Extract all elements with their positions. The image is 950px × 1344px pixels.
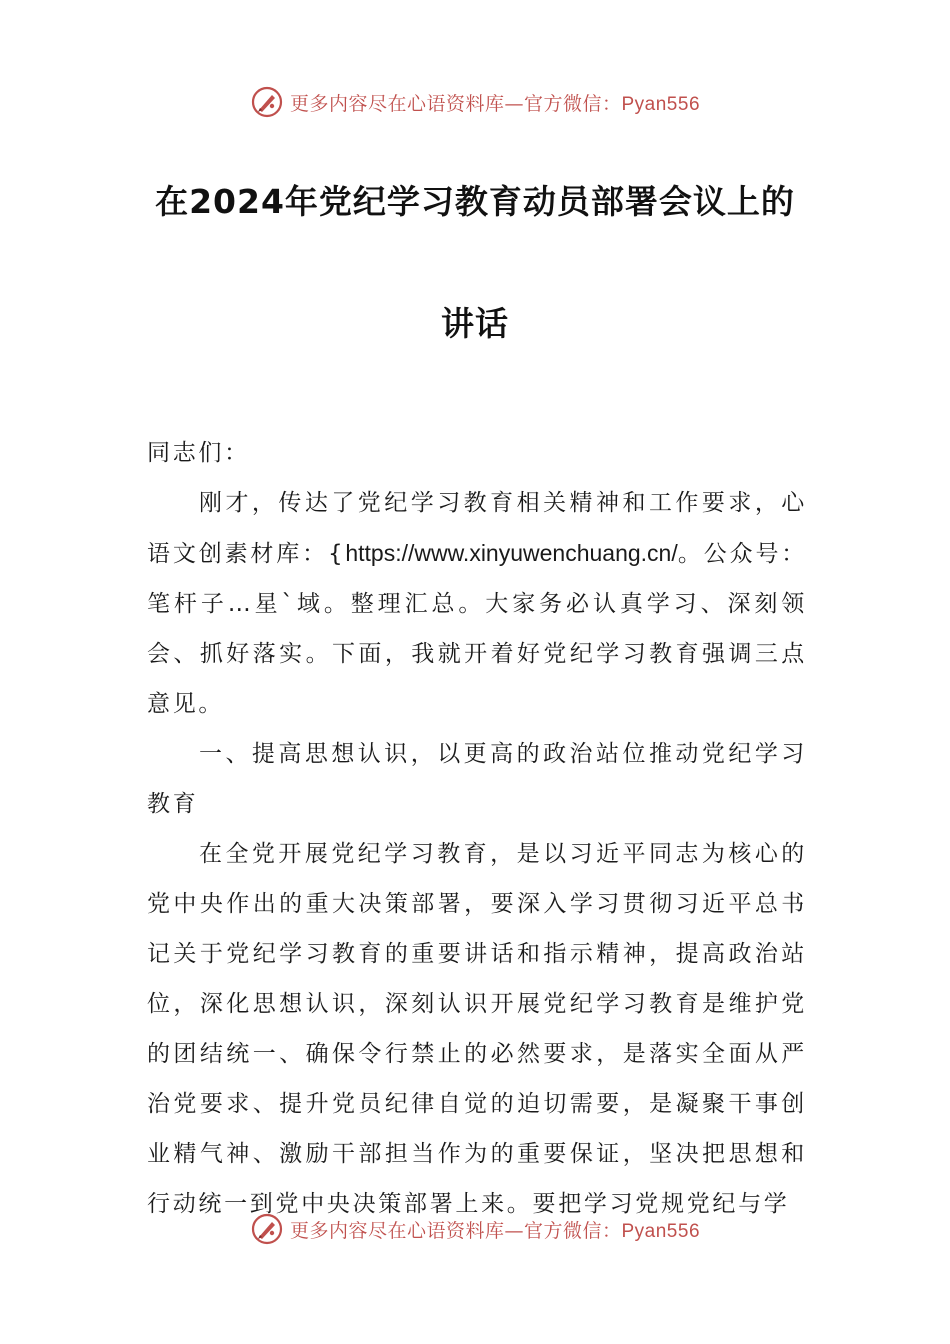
salutation: 同志们：: [147, 440, 250, 466]
section-heading-1: 一、提高思想认识，以更高的政治站位推动党纪学习教育: [147, 741, 807, 817]
footer-watermark-banner: [0, 1209, 950, 1249]
document-title-line-1: 在2024年党纪学习教育动员部署会议上的: [155, 182, 795, 221]
banner-text: 更多内容尽在心语资料库—官方微信：Pyan556: [289, 92, 701, 115]
document-body: [147, 428, 807, 1229]
banner-account: Pyan556: [621, 1220, 701, 1242]
paragraph-section-1: 在全党开展党纪学习教育，是以习近平同志为核心的党中央作出的重大决策部署，要深入学习贯彻习近平总书记关于党纪学习教育的重要讲话和指示精神，提高政治站位，深化思想认识，深刻认识开展党纪学习教育是维护党的团结统一、确保令行禁止的必然要求，是落实全面从严治党要求、提升党员纪律自觉的迫切需要，是凝聚干事创业精气神、激励干部担当作为的重要保证，坚决把思想和行动统一到党中央决策部署上来。要把学习党规党纪与学: [147, 841, 807, 1217]
pen-logo-icon: [250, 85, 284, 119]
source-url: https://www.xinyuwenchuang.cn/: [345, 540, 678, 566]
pen-logo-icon: [250, 1212, 284, 1246]
header-watermark-banner: [0, 82, 950, 122]
paragraph-intro: 刚才，传达了党纪学习教育相关精神和工作要求，心语文创素材库：{https://www.xinyuwenchuang.cn/。公众号：笔杆子…星`域。整理汇总。大家务必认真学习、深刻领会、抓好落实。下面，我就开着好党纪学习教育强调三点意见。: [147, 490, 808, 717]
document-title-line-2: 讲话: [441, 304, 509, 343]
banner-account: Pyan556: [621, 93, 701, 115]
banner-text: 更多内容尽在心语资料库—官方微信：Pyan556: [289, 1219, 701, 1242]
